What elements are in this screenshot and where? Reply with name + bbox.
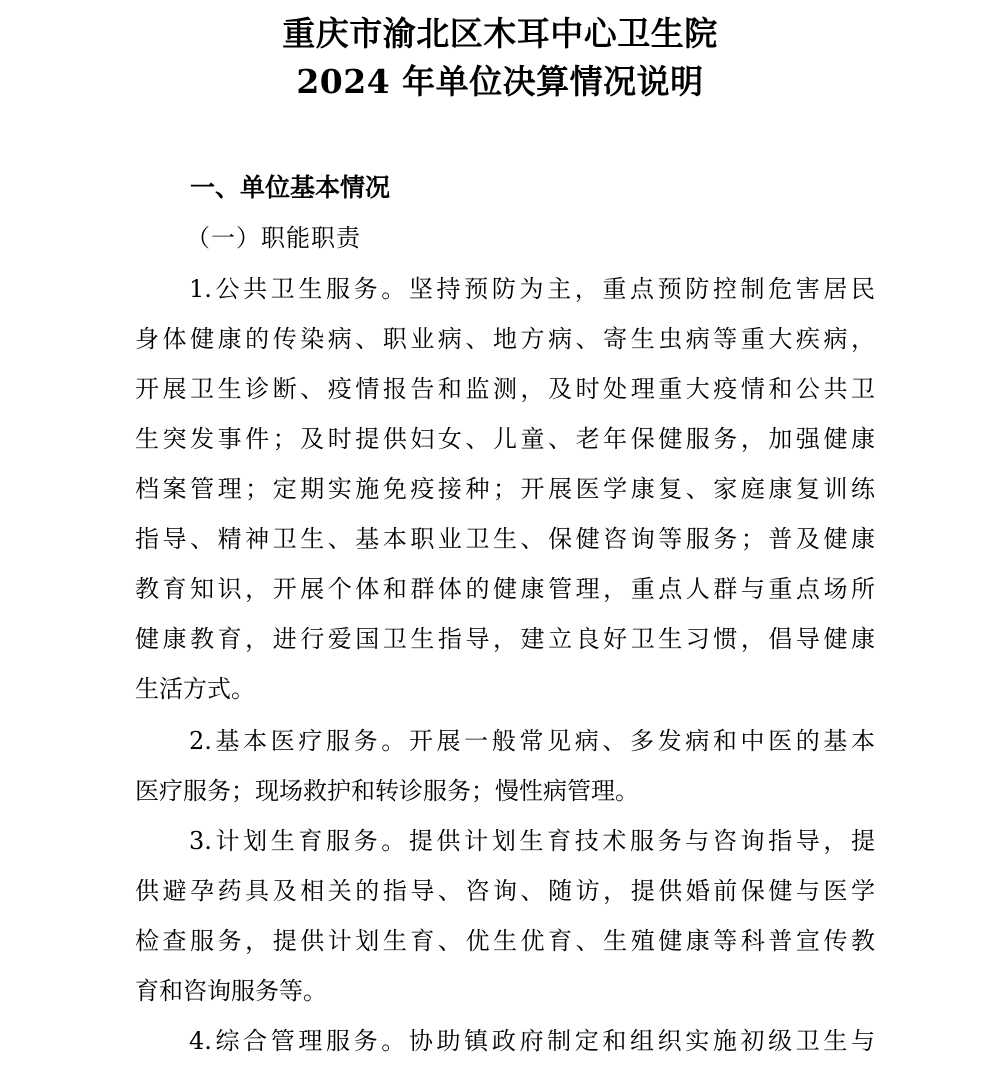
paragraph-family-planning	[135, 816, 875, 1016]
section-heading-basic-info: 一、单位基本情况	[190, 173, 391, 202]
paragraph-basic-medical	[135, 716, 875, 816]
document-title-line1: 重庆市渝北区木耳中心卫生院	[282, 14, 718, 53]
paragraph-line: 检查服务，提供计划生育、优生优育、生殖健康等科普宣传教	[135, 927, 875, 955]
paragraph-line: 医疗服务；现场救护和转诊服务；慢性病管理。	[135, 777, 639, 805]
subsection-heading-functions: （一）职能职责	[186, 224, 361, 252]
paragraph-line: 2.基本医疗服务。开展一般常见病、多发病和中医的基本	[189, 727, 875, 755]
paragraph-line: 供避孕药具及相关的指导、咨询、随访，提供婚前保健与医学	[135, 877, 875, 905]
paragraph-line: 指导、精神卫生、基本职业卫生、保健咨询等服务；普及健康	[135, 525, 875, 553]
paragraph-public-health	[135, 264, 875, 714]
paragraph-line: 4.综合管理服务。协助镇政府制定和组织实施初级卫生与	[189, 1027, 875, 1055]
paragraph-line: 健康教育，进行爱国卫生指导，建立良好卫生习惯，倡导健康	[135, 625, 875, 653]
paragraph-line: 身体健康的传染病、职业病、地方病、寄生虫病等重大疾病，	[135, 325, 875, 353]
paragraph-line: 生活方式。	[135, 675, 255, 703]
paragraph-line: 开展卫生诊断、疫情报告和监测，及时处理重大疫情和公共卫	[135, 375, 875, 403]
paragraph-line: 3.计划生育服务。提供计划生育技术服务与咨询指导，提	[189, 827, 875, 855]
paragraph-line: 育和咨询服务等。	[135, 977, 327, 1005]
paragraph-line: 1.公共卫生服务。坚持预防为主，重点预防控制危害居民	[189, 275, 875, 303]
document-title-line2: 2024 年单位决算情况说明	[296, 62, 704, 101]
paragraph-line: 教育知识，开展个体和群体的健康管理，重点人群与重点场所	[135, 575, 875, 603]
paragraph-line: 生突发事件；及时提供妇女、儿童、老年保健服务，加强健康	[135, 425, 875, 453]
paragraph-line: 档案管理；定期实施免疫接种；开展医学康复、家庭康复训练	[135, 475, 875, 503]
paragraph-management	[135, 1016, 875, 1066]
